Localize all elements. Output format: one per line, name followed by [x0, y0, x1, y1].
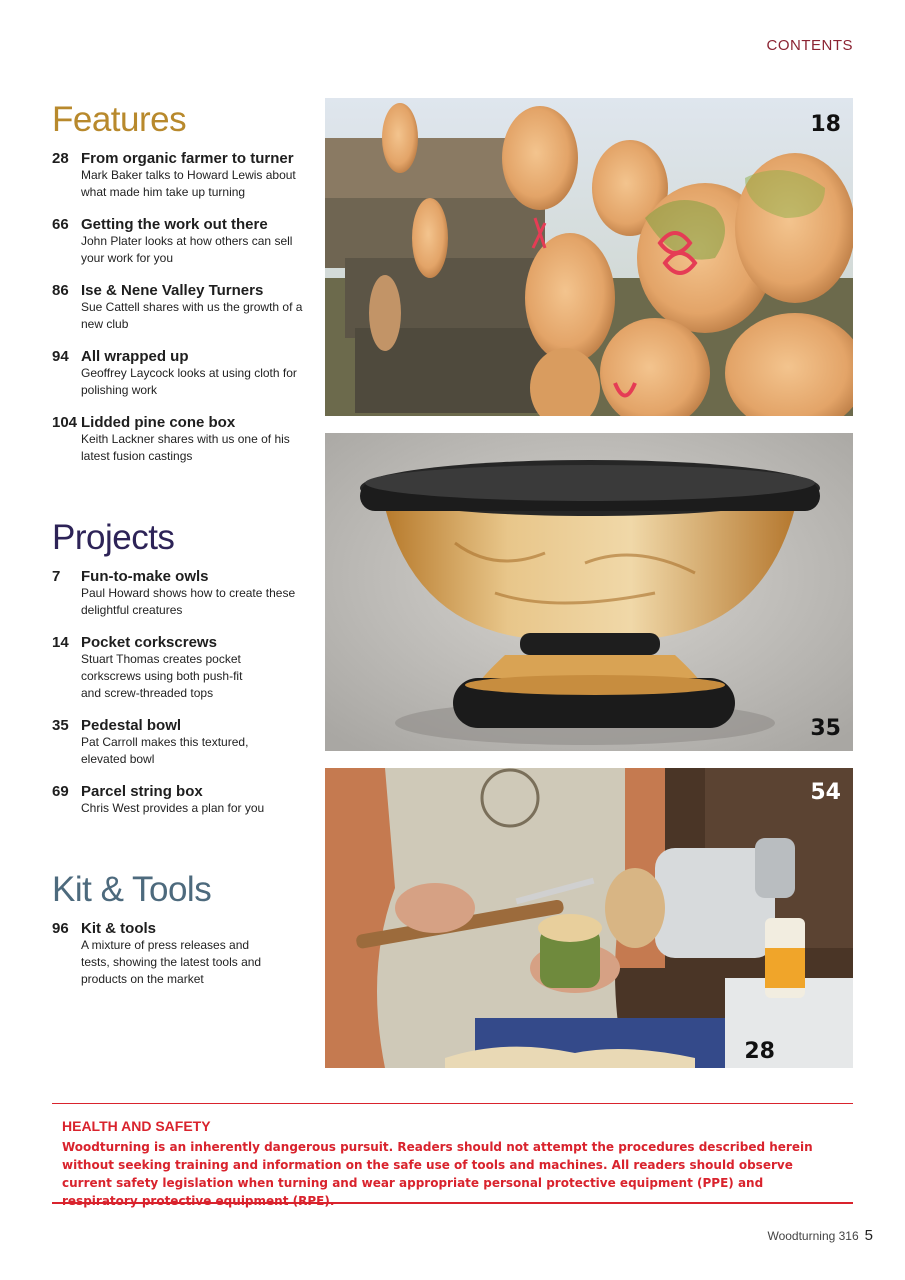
lathe-photo[interactable]	[325, 768, 853, 1068]
entry-page-number: 66	[52, 216, 69, 233]
entry-description: Sue Cattell shares with us the growth of a new club	[81, 300, 303, 331]
contents-entry[interactable]	[52, 282, 312, 333]
contents-entry[interactable]	[52, 414, 312, 465]
logs-photo[interactable]	[325, 98, 853, 416]
contents-entry[interactable]	[52, 717, 312, 768]
entry-description: A mixture of press releases and tests, showing the latest tools and products on the market	[81, 938, 262, 986]
features-section	[52, 100, 312, 480]
contents-entry[interactable]	[52, 568, 312, 619]
entry-page-number: 94	[52, 348, 69, 365]
entry-title: All wrapped up	[81, 348, 189, 365]
photo-page-number: 28	[744, 1039, 775, 1064]
running-head: CONTENTS	[766, 37, 853, 54]
entry-page-number: 104	[52, 414, 78, 431]
contents-entry[interactable]	[52, 634, 312, 702]
photo-page-number: 54	[810, 780, 841, 805]
photo-page-number: 35	[810, 716, 841, 741]
entry-page-number: 14	[52, 634, 69, 651]
entry-title: Ise & Nene Valley Turners	[81, 282, 264, 299]
entry-description: Stuart Thomas creates pocket corkscrews using both push-fit and screw-threaded tops	[81, 652, 243, 700]
page-number: 5	[864, 1227, 873, 1244]
magazine-issue: Woodturning 316	[767, 1229, 859, 1243]
projects-section	[52, 518, 312, 832]
health-safety-box	[52, 1103, 853, 1208]
pedestal-bowl-photo[interactable]	[325, 433, 853, 751]
contents-entry[interactable]	[52, 150, 312, 201]
features-heading: Features	[52, 100, 187, 139]
entry-page-number: 28	[52, 150, 69, 167]
entry-description: Paul Howard shows how to create these delightful creatures	[81, 586, 296, 617]
photo-page-number: 18	[810, 112, 841, 137]
entry-title: Kit & tools	[81, 920, 156, 937]
contents-entry[interactable]	[52, 216, 312, 267]
kit-tools-section	[52, 870, 312, 1003]
entry-title: From organic farmer to turner	[81, 150, 294, 167]
entry-title: Lidded pine cone box	[81, 414, 236, 431]
entry-page-number: 35	[52, 717, 69, 734]
entry-page-number: 7	[52, 568, 61, 585]
health-safety-title: HEALTH AND SAFETY	[62, 1118, 211, 1134]
entry-title: Pocket corkscrews	[81, 634, 217, 651]
entry-title: Pedestal bowl	[81, 717, 182, 734]
entry-page-number: 69	[52, 783, 69, 800]
health-safety-text: Woodturning is an inherently dangerous pursuit. Readers should not attempt the procedures described herein without seeking training and information on the safe use of tools and machines. All readers should observe current safety legislation when turning and wear appropriate personal protective equipment (PPE) and respiratory protective equipment (RPE).	[62, 1140, 813, 1208]
entry-description: Geoffrey Laycock looks at using cloth for polishing work	[81, 366, 297, 397]
entry-page-number: 86	[52, 282, 69, 299]
entry-description: Pat Carroll makes this textured, elevated bowl	[81, 735, 249, 766]
page-footer	[767, 1227, 873, 1244]
entry-title: Parcel string box	[81, 783, 203, 800]
entry-description: Keith Lackner shares with us one of his latest fusion castings	[81, 432, 290, 463]
entry-description: John Plater looks at how others can sell your work for you	[81, 234, 293, 265]
entry-description: Mark Baker talks to Howard Lewis about what made him take up turning	[81, 168, 296, 199]
entry-page-number: 96	[52, 920, 69, 937]
contents-entry[interactable]	[52, 348, 312, 399]
entry-title: Fun-to-make owls	[81, 568, 209, 585]
entry-title: Getting the work out there	[81, 216, 268, 233]
projects-heading: Projects	[52, 518, 175, 557]
entry-description: Chris West provides a plan for you	[81, 801, 265, 815]
contents-entry[interactable]	[52, 783, 312, 817]
kit-tools-heading: Kit & Tools	[52, 870, 212, 909]
contents-entry[interactable]	[52, 920, 312, 988]
